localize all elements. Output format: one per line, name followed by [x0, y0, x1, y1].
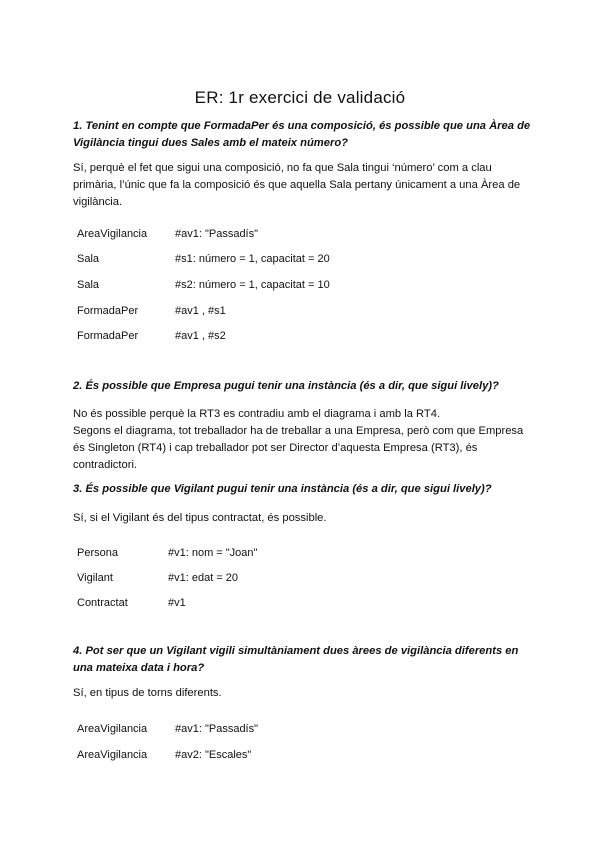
row-value: #av1 , #s2 [175, 330, 226, 342]
row-entity: Vigilant [77, 572, 113, 584]
row-value: #av1 , #s1 [175, 305, 226, 317]
answer-2-line-2: Segons el diagrama, tot treballador ha de treballar a una Empresa, però com que Empresa [73, 425, 524, 437]
row-entity: AreaVigilancia [77, 749, 148, 761]
row-value: #s1: número = 1, capacitat = 20 [175, 253, 330, 265]
answer-1-line-2: primària, l’únic que fa la composició és que aquella Sala pertany únicament a una Àrea de [73, 179, 521, 191]
row-entity: FormadaPer [77, 305, 139, 317]
answer-2-line-3: és Singleton (RT4) i cap treballador pot ser Director d’aquesta Empresa (RT3), és [73, 442, 478, 454]
question-2: 2. És possible que Empresa pugui tenir una instància (és a dir, que sigui lively)? [73, 380, 499, 392]
question-4-line-1: 4. Pot ser que un Vigilant vigili simultàniament dues àrees de vigilància diferents en [73, 645, 519, 657]
page-title: ER: 1r exercici de validació [194, 88, 406, 107]
question-3: 3. És possible que Vigilant pugui tenir una instància (és a dir, que sigui lively)? [73, 483, 492, 495]
row-value: #av1: "Passadís" [175, 723, 259, 735]
row-entity: Persona [77, 547, 118, 559]
answer-3-line-1: Sí, si el Vigilant és del tipus contractat, és possible. [73, 512, 327, 524]
row-value: #v1 [168, 597, 186, 609]
answer-1 [73, 160, 533, 211]
answer-4 [73, 685, 533, 702]
row-value: #v1: nom = "Joan" [168, 547, 258, 559]
answer-2 [73, 406, 533, 474]
answer-2-line-4: contradictori. [73, 459, 138, 471]
question-1: 1. Tenint en compte que FormadaPer és una composició, és possible que una Àrea de Vigilància tingui dues Sales amb el mateix número? [73, 120, 531, 149]
row-value: #av2: "Escales" [175, 749, 252, 761]
row-entity: Sala [77, 279, 100, 291]
question-4 [73, 643, 533, 677]
question-4-line-2: una mateixa data i hora? [73, 662, 205, 674]
answer-1-line-3: vigilància. [73, 196, 123, 208]
row-value: #s2: número = 1, capacitat = 10 [175, 279, 330, 291]
row-value: #v1: edat = 20 [168, 572, 239, 584]
answer-4-line-1: Sí, en tipus de torns diferents. [73, 687, 222, 699]
row-entity: Contractat [77, 597, 128, 609]
answer-3 [73, 510, 533, 527]
row-entity: AreaVigilancia [77, 228, 148, 240]
row-entity: Sala [77, 253, 100, 265]
row-entity: AreaVigilancia [77, 723, 148, 735]
row-entity: FormadaPer [77, 330, 139, 342]
answer-2-line-1: No és possible perquè la RT3 es contradiu amb el diagrama i amb la RT4. [73, 408, 441, 420]
row-value: #av1: "Passadís" [175, 228, 259, 240]
answer-1-line-1: Sí, perquè el fet que sigui una composició, no fa que Sala tingui ‘número’ com a clau [73, 162, 492, 174]
